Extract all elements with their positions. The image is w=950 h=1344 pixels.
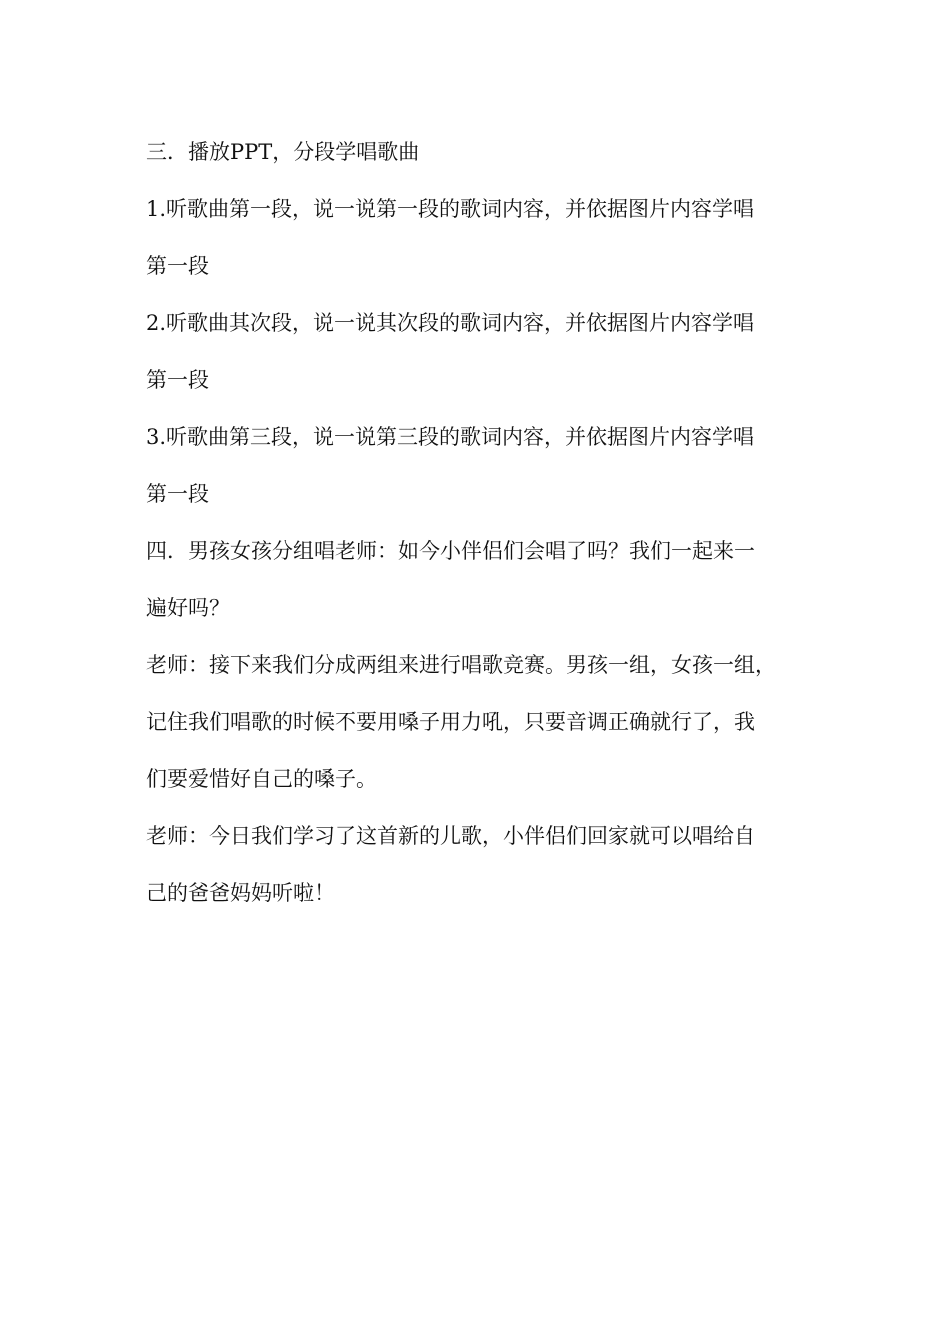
document-body — [146, 132, 846, 930]
step-3-text: 3.听歌曲第三段，说一说第三段的歌词内容，并依据图片内容学唱 — [146, 425, 755, 449]
step-1-text: 1.听歌曲第一段，说一说第一段的歌词内容，并依据图片内容学唱 — [146, 197, 755, 221]
step-2-text: 2.听歌曲其次段，说一说其次段的歌词内容，并依据图片内容学唱 — [146, 311, 755, 335]
step-1-text-continued: 第一段 — [146, 254, 209, 278]
teacher-paragraph-1-line-3: 们要爱惜好自己的嗓子。 — [146, 767, 377, 791]
section-heading-three: 三．播放PPT，分段学唱歌曲 — [146, 140, 420, 164]
teacher-paragraph-1-line-2: 记住我们唱歌的时候不要用嗓子用力吼，只要音调正确就行了，我 — [146, 710, 755, 734]
section-heading-four: 四．男孩女孩分组唱老师：如今小伴侣们会唱了吗？我们一起来一 — [146, 539, 755, 563]
section-four-continued: 遍好吗？ — [146, 596, 230, 620]
step-2-text-continued: 第一段 — [146, 368, 209, 392]
teacher-paragraph-2: 老师：今日我们学习了这首新的儿歌，小伴侣们回家就可以唱给自 — [146, 824, 755, 848]
teacher-paragraph-1: 老师：接下来我们分成两组来进行唱歌竞赛。男孩一组，女孩一组， — [146, 653, 776, 677]
teacher-paragraph-2-line-2: 己的爸爸妈妈听啦！ — [146, 881, 335, 905]
step-3-text-continued: 第一段 — [146, 482, 209, 506]
